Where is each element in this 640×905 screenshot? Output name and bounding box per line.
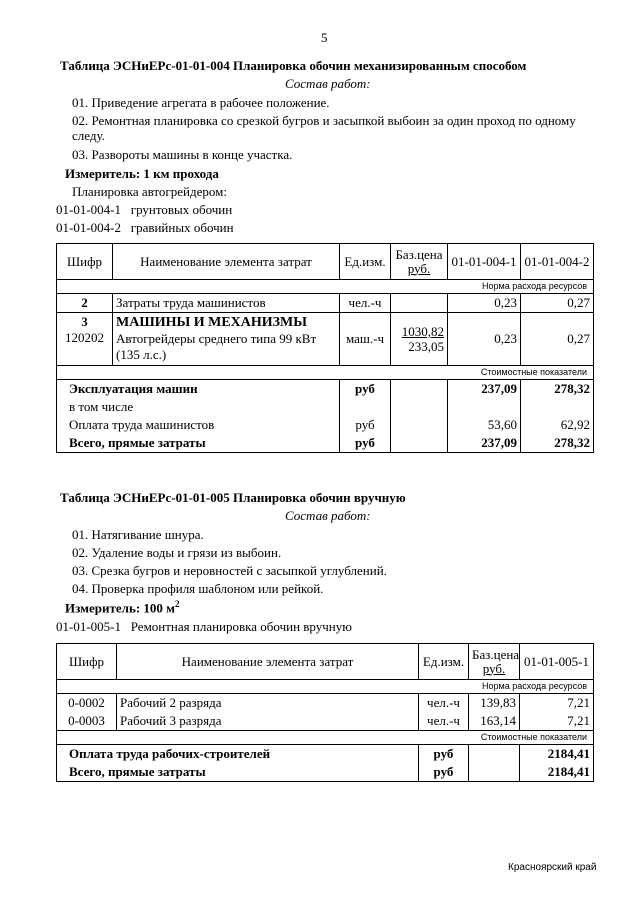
row-value-1: 0,23 bbox=[448, 294, 521, 313]
table1-step: следу. bbox=[72, 128, 105, 143]
table2-title: Таблица ЭСНиЕРс-01-01-005 Планировка обочин вручную bbox=[60, 490, 406, 505]
norm-label: Норма расхода ресурсов bbox=[57, 280, 594, 294]
header-price-line2: руб. bbox=[407, 260, 431, 276]
table-row bbox=[57, 294, 594, 313]
table-row bbox=[57, 694, 594, 713]
row-value-2: 0,27 bbox=[521, 294, 594, 313]
sum-value-2: 278,32 bbox=[521, 434, 594, 453]
row-cipher: 120202 bbox=[65, 330, 104, 345]
table1-step: 01. Приведение агрегата в рабочее положение. bbox=[72, 95, 330, 110]
sum-value-1: 237,09 bbox=[448, 380, 521, 399]
table1-code: 01-01-004-2 гравийных обочин bbox=[56, 220, 234, 235]
row-unit: чел.-ч bbox=[419, 694, 469, 713]
sum-unit: руб bbox=[340, 380, 391, 399]
sum-name: Эксплуатация машин bbox=[57, 380, 340, 399]
table1-code: 01-01-004-1 грунтовых обочин bbox=[56, 202, 233, 217]
row-base-price: 163,14 bbox=[469, 712, 520, 731]
sum-name: Оплата труда машинистов bbox=[57, 416, 340, 434]
row-value-2: 0,27 bbox=[521, 313, 594, 366]
row-name: Рабочий 2 разряда bbox=[117, 694, 419, 713]
table-row bbox=[57, 416, 594, 434]
sum-unit: руб bbox=[419, 763, 469, 782]
header-base-price bbox=[391, 244, 448, 280]
table2-header-row bbox=[57, 644, 594, 680]
header-code-1: 01-01-004-1 bbox=[448, 244, 521, 280]
table1-step: 02. Ремонтная планировка со срезкой бугров и засыпкой выбоин за один проход по одному bbox=[72, 113, 576, 128]
section-title: МАШИНЫ И МЕХАНИЗМЫ bbox=[116, 315, 308, 330]
table2-step: 04. Проверка профиля шаблоном или рейкой. bbox=[72, 581, 324, 596]
row-unit: чел.-ч bbox=[419, 712, 469, 731]
page-number: 5 bbox=[321, 30, 328, 45]
table1-step: 03. Развороты машины в конце участка. bbox=[72, 147, 293, 162]
sum-name: Всего, прямые затраты bbox=[57, 434, 340, 453]
sum-value-1: 237,09 bbox=[448, 434, 521, 453]
sum-unit: руб bbox=[340, 416, 391, 434]
section-cipher: 3 120202 bbox=[57, 313, 113, 366]
table1-method: Планировка автогрейдером: bbox=[72, 184, 227, 199]
header-unit: Ед.изм. bbox=[340, 244, 391, 280]
table1 bbox=[56, 243, 594, 453]
table2-step: 01. Натягивание шнура. bbox=[72, 527, 204, 542]
table2-step: 03. Срезка бугров и неровностей с засыпкой углублений. bbox=[72, 563, 387, 578]
row-name: МАШИНЫ И МЕХАНИЗМЫ Автогрейдеры среднего типа 99 кВт (135 л.с.) bbox=[113, 313, 340, 366]
row-cipher: 0-0002 bbox=[57, 694, 117, 713]
sum-unit: руб bbox=[419, 745, 469, 764]
sum-name: в том числе bbox=[57, 398, 340, 416]
table2-measure: Измеритель: 100 $м^2$ bbox=[65, 599, 180, 616]
row-base-price: 139,83 bbox=[469, 694, 520, 713]
header-code-1: 01-01-005-1 bbox=[520, 644, 594, 680]
row-cipher: 0-0003 bbox=[57, 712, 117, 731]
row-name: Затраты труда машинистов bbox=[113, 294, 340, 313]
header-price-line1: Баз.цена bbox=[395, 246, 443, 262]
table-row bbox=[57, 763, 594, 782]
header-cipher: Шифр bbox=[57, 244, 113, 280]
table2-code: 01-01-005-1 Ремонтная планировка обочин вручную bbox=[56, 619, 352, 634]
cost-label: Стоимостные показатели bbox=[57, 731, 594, 745]
footer-region: Красноярский край bbox=[508, 862, 597, 873]
table-row bbox=[57, 745, 594, 764]
norm-label: Норма расхода ресурсов bbox=[57, 680, 594, 694]
header-name: Наименование элемента затрат bbox=[117, 644, 419, 680]
header-base-price: Баз.цена руб. bbox=[469, 644, 520, 680]
header-name: Наименование элемента затрат bbox=[113, 244, 340, 280]
sum-value-2: 62,92 bbox=[521, 416, 594, 434]
table1-measure: Измеритель: 1 км прохода bbox=[65, 166, 219, 181]
table2-composition-heading: Состав работ: bbox=[285, 508, 371, 523]
table1-header-row bbox=[57, 244, 594, 280]
table-row bbox=[57, 313, 594, 366]
header-code-2: 01-01-004-2 bbox=[521, 244, 594, 280]
table-row bbox=[57, 434, 594, 453]
row-base-price: 1030,82 233,05 bbox=[391, 313, 448, 366]
row-cipher: 2 bbox=[57, 294, 113, 313]
row-value-1: 0,23 bbox=[448, 313, 521, 366]
sum-name: Оплата труда рабочих-строителей bbox=[57, 745, 419, 764]
table1-composition-heading: Состав работ: bbox=[285, 76, 371, 91]
row-name: Рабочий 3 разряда bbox=[117, 712, 419, 731]
row-unit: маш.-ч bbox=[340, 313, 391, 366]
row-unit: чел.-ч bbox=[340, 294, 391, 313]
sum-value-1: 2184,41 bbox=[520, 763, 594, 782]
table-row bbox=[57, 398, 594, 416]
table2-step: 02. Удаление воды и грязи из выбоин. bbox=[72, 545, 282, 560]
sum-value-1: 2184,41 bbox=[520, 745, 594, 764]
sum-unit: руб bbox=[340, 434, 391, 453]
header-unit: Ед.изм. bbox=[419, 644, 469, 680]
sum-value-1: 53,60 bbox=[448, 416, 521, 434]
sum-value-2: 278,32 bbox=[521, 380, 594, 399]
sum-name: Всего, прямые затраты bbox=[57, 763, 419, 782]
table-row bbox=[57, 712, 594, 731]
row-value-1: 7,21 bbox=[520, 712, 594, 731]
table2 bbox=[56, 643, 594, 782]
table-row bbox=[57, 380, 594, 399]
row-value-1: 7,21 bbox=[520, 694, 594, 713]
cost-label: Стоимостные показатели bbox=[57, 366, 594, 380]
header-cipher: Шифр bbox=[57, 644, 117, 680]
table1-title: Таблица ЭСНиЕРс-01-01-004 Планировка обочин механизированным способом bbox=[60, 58, 527, 73]
